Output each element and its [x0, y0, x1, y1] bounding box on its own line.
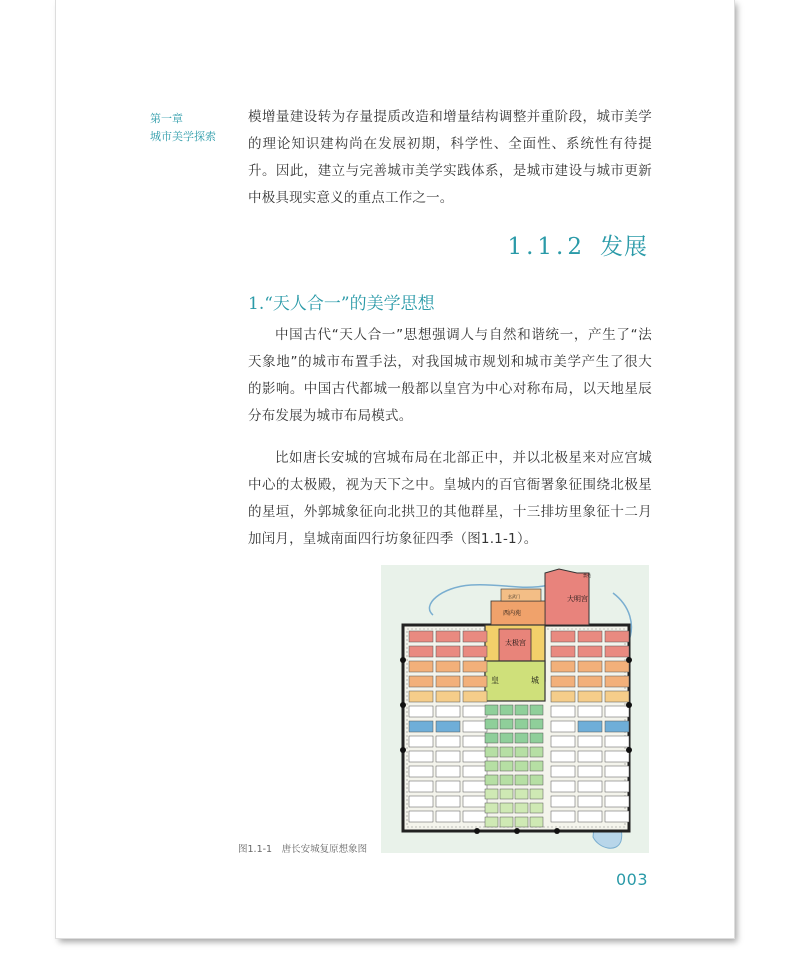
- map-ward: [515, 733, 528, 743]
- map-ward: [409, 796, 433, 807]
- map-ward: [409, 781, 433, 792]
- map-ward: [515, 747, 528, 757]
- map-ward: [500, 747, 513, 757]
- map-ward: [578, 691, 602, 702]
- paragraph-harmony: 中国古代“天人合一”思想强调人与自然和谐统一，产生了“法天象地”的城市布置手法，对我国城市规划和城市美学产生了很大的影响。中国古代都城一般都以皇宫为中心对称布局，以天地星辰分布发展为城市布局模式。: [248, 327, 652, 424]
- map-ward: [551, 646, 575, 657]
- map-ward: [515, 761, 528, 771]
- map-ward: [485, 719, 498, 729]
- map-ward: [530, 719, 543, 729]
- map-ward: [485, 761, 498, 771]
- map-ward: [578, 721, 602, 732]
- map-ward: [409, 631, 433, 642]
- map-ward: [485, 733, 498, 743]
- section-title: 发展: [600, 234, 648, 260]
- map-ward: [551, 781, 575, 792]
- map-ward: [530, 747, 543, 757]
- map-ward: [551, 721, 575, 732]
- map-ward: [530, 775, 543, 785]
- map-ward: [578, 751, 602, 762]
- map-ward: [551, 631, 575, 642]
- map-ward: [515, 775, 528, 785]
- map-ward: [436, 781, 460, 792]
- map-ward: [605, 721, 629, 732]
- map-ward: [409, 751, 433, 762]
- map-ward: [436, 721, 460, 732]
- map-gate: [400, 702, 406, 708]
- map-ward: [578, 676, 602, 687]
- map-ward: [578, 781, 602, 792]
- map-ward: [409, 706, 433, 717]
- label-huang: 皇: [491, 676, 499, 685]
- map-ward: [436, 811, 460, 822]
- map-ward: [605, 736, 629, 747]
- map-ward: [578, 796, 602, 807]
- map-ward: [605, 676, 629, 687]
- map-ward: [463, 766, 487, 777]
- chapter-title: 城市美学探索: [150, 130, 216, 143]
- map-ward: [578, 646, 602, 657]
- map-ward: [551, 691, 575, 702]
- label-taiji: 太极宫: [505, 639, 526, 647]
- map-ward: [500, 775, 513, 785]
- map-ward: [515, 789, 528, 799]
- page-number: 003: [615, 870, 648, 889]
- map-ward: [409, 661, 433, 672]
- map-ward: [463, 736, 487, 747]
- map-ward: [605, 811, 629, 822]
- map-ward: [500, 733, 513, 743]
- map-ward: [515, 719, 528, 729]
- label-xineiyuan: 西内苑: [503, 610, 522, 617]
- map-gate: [474, 828, 480, 834]
- map-ward: [436, 661, 460, 672]
- subsection-heading: 1.“天人合一”的美学思想: [248, 294, 435, 314]
- map-ward: [551, 661, 575, 672]
- map-ward: [500, 803, 513, 813]
- map-ward: [605, 646, 629, 657]
- map-ward: [463, 706, 487, 717]
- map-ward: [515, 705, 528, 715]
- map-ward: [436, 676, 460, 687]
- map-ward: [515, 803, 528, 813]
- map-ward: [500, 817, 513, 827]
- map-ward: [500, 705, 513, 715]
- map-ward: [409, 691, 433, 702]
- map-ward: [485, 775, 498, 785]
- map-ward: [463, 646, 487, 657]
- map-ward: [551, 796, 575, 807]
- map-ward: [463, 781, 487, 792]
- map-ward: [578, 736, 602, 747]
- map-ward: [436, 796, 460, 807]
- map-gate: [400, 747, 406, 753]
- paragraph-changan: 比如唐长安城的宫城布局在北部正中，并以北极星来对应宫城中心的太极殿，视为天下之中。皇城内的百官衙署象征围绕北极星的星垣，外郭城象征向北拱卫的其他群星，十三排坊里象征十二月加闰月，皇城南面四行坊象征四季（图1.1-1）。: [248, 450, 652, 547]
- map-ward: [551, 706, 575, 717]
- map-ward: [551, 676, 575, 687]
- map-ward: [436, 646, 460, 657]
- map-ward: [463, 631, 487, 642]
- map-ward: [436, 736, 460, 747]
- chapter-number: 第一章: [150, 112, 183, 125]
- map-gate: [514, 828, 520, 834]
- map-ward: [605, 796, 629, 807]
- map-ward: [578, 706, 602, 717]
- map-ward: [485, 789, 498, 799]
- map-ward: [463, 676, 487, 687]
- label-daming: 大明宫: [567, 595, 588, 603]
- map-ward: [605, 631, 629, 642]
- map-ward: [485, 817, 498, 827]
- map-ward: [500, 719, 513, 729]
- chapter-sidebar: [150, 110, 216, 146]
- map-ward: [463, 796, 487, 807]
- map-gate: [554, 828, 560, 834]
- map-ward: [436, 706, 460, 717]
- map-ward: [409, 766, 433, 777]
- map-ward: [530, 803, 543, 813]
- map-ward: [436, 631, 460, 642]
- map-ward: [485, 803, 498, 813]
- map-ward: [551, 736, 575, 747]
- map-ward: [605, 766, 629, 777]
- map-gate: [400, 657, 406, 663]
- map-ward: [605, 691, 629, 702]
- map-ward: [409, 676, 433, 687]
- map-ward: [551, 751, 575, 762]
- label-jinyuan: 禁苑: [583, 573, 591, 578]
- map-ward: [436, 766, 460, 777]
- map-ward: [409, 721, 433, 732]
- map-ward: [578, 811, 602, 822]
- label-xuanwu: 玄武门: [508, 594, 520, 599]
- map-ward: [551, 811, 575, 822]
- map-ward: [530, 705, 543, 715]
- map-gate: [626, 657, 632, 663]
- map-ward: [485, 747, 498, 757]
- figure-caption: 图1.1-1 唐长安城复原想象图: [238, 844, 368, 855]
- map-ward: [530, 733, 543, 743]
- section-number: 1.1.2: [507, 234, 586, 260]
- map-ward: [530, 761, 543, 771]
- map-ward: [578, 631, 602, 642]
- map-ward: [409, 811, 433, 822]
- map-ward: [436, 751, 460, 762]
- map-ward: [463, 691, 487, 702]
- map-ward: [578, 661, 602, 672]
- map-ward: [409, 736, 433, 747]
- map-ward: [530, 817, 543, 827]
- map-ward: [551, 766, 575, 777]
- map-ward: [605, 781, 629, 792]
- map-ward: [500, 789, 513, 799]
- map-gate: [626, 702, 632, 708]
- map-ward: [463, 811, 487, 822]
- changan-map-figure: [381, 565, 649, 853]
- map-ward: [530, 789, 543, 799]
- map-ward: [436, 691, 460, 702]
- map-ward: [463, 721, 487, 732]
- map-ward: [605, 751, 629, 762]
- paragraph-continued: 模增量建设转为存量提质改造和增量结构调整并重阶段，城市美学的理论知识建构尚在发展初期，科学性、全面性、系统性有待提升。因此，建立与完善城市美学实践体系，是城市建设与城市更新中极具现实意义的重点工作之一。: [248, 109, 652, 206]
- map-ward: [463, 751, 487, 762]
- map-ward: [485, 705, 498, 715]
- label-cheng: 城: [531, 676, 539, 685]
- map-gate: [626, 747, 632, 753]
- map-ward: [463, 661, 487, 672]
- map-ward: [500, 761, 513, 771]
- map-ward: [605, 661, 629, 672]
- map-ward: [409, 646, 433, 657]
- map-ward: [515, 817, 528, 827]
- map-ward: [578, 766, 602, 777]
- section-heading: [507, 228, 648, 261]
- changan-map: [381, 565, 649, 853]
- map-ward: [605, 706, 629, 717]
